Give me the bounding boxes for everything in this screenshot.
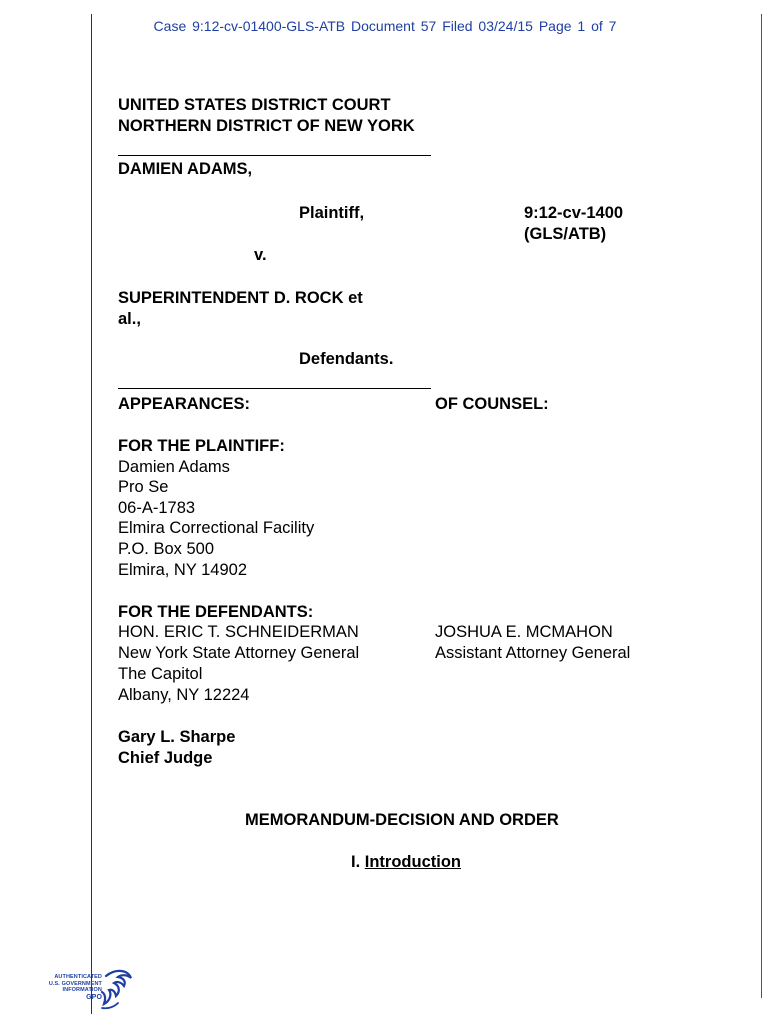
defendants-address-line: HON. ERIC T. SCHNEIDERMAN [118, 623, 359, 641]
counsel-title: Assistant Attorney General [435, 644, 631, 662]
appearances-heading: APPEARANCES: [118, 395, 251, 413]
plaintiff-address-line: Elmira, NY 14902 [118, 561, 248, 579]
seal-line: INFORMATION [62, 987, 102, 993]
caption-divider-top [118, 155, 431, 156]
section-title: Introduction [364, 853, 461, 871]
counsel-name: JOSHUA E. MCMAHON [435, 623, 613, 641]
plaintiff-address-line: Elmira Correctional Facility [118, 519, 315, 537]
plaintiff-role: Plaintiff, [299, 204, 365, 222]
seal-text [40, 974, 102, 1001]
plaintiff-address-line: P.O. Box 500 [118, 540, 215, 558]
case-judges: (GLS/ATB) [524, 225, 607, 243]
case-header-stamp: Case 9:12-cv-01400-GLS-ATB Document 57 Filed 03/24/15 Page 1 of 7 [153, 18, 617, 34]
eagle-icon [98, 968, 134, 1012]
defendants-address-line: New York State Attorney General [118, 644, 360, 662]
judge-name: Gary L. Sharpe [118, 728, 236, 746]
document-title: MEMORANDUM-DECISION AND ORDER [245, 811, 559, 829]
plaintiff-name: DAMIEN ADAMS, [118, 160, 253, 178]
plaintiff-address-line: Pro Se [118, 478, 169, 496]
defendants-address-line: Albany, NY 12224 [118, 686, 250, 704]
of-counsel-heading: OF COUNSEL: [435, 395, 549, 413]
seal-line: AUTHENTICATED [54, 974, 102, 980]
case-number: 9:12-cv-1400 [524, 204, 624, 222]
plaintiff-heading: FOR THE PLAINTIFF: [118, 437, 285, 455]
judge-title: Chief Judge [118, 749, 213, 767]
gpo-authentication-seal [40, 968, 130, 1014]
caption-divider-bottom [118, 388, 431, 389]
versus: v. [254, 246, 267, 264]
plaintiff-address-line: 06-A-1783 [118, 499, 196, 517]
right-margin-line [761, 14, 762, 998]
defendant-role: Defendants. [299, 350, 394, 368]
seal-mark: GPO [86, 993, 102, 1001]
defendants-address-line: The Capitol [118, 665, 203, 683]
defendants-heading: FOR THE DEFENDANTS: [118, 603, 314, 621]
left-margin-line [91, 14, 92, 1014]
defendant-name-cont: al., [118, 310, 141, 328]
defendant-name: SUPERINTENDENT D. ROCK et [118, 289, 363, 307]
plaintiff-address-line: Damien Adams [118, 458, 230, 476]
section-heading [351, 852, 461, 873]
seal-line: U.S. GOVERNMENT [48, 980, 102, 987]
court-name: UNITED STATES DISTRICT COURT [118, 96, 391, 114]
section-number: I. [351, 853, 361, 871]
court-district: NORTHERN DISTRICT OF NEW YORK [118, 117, 415, 135]
